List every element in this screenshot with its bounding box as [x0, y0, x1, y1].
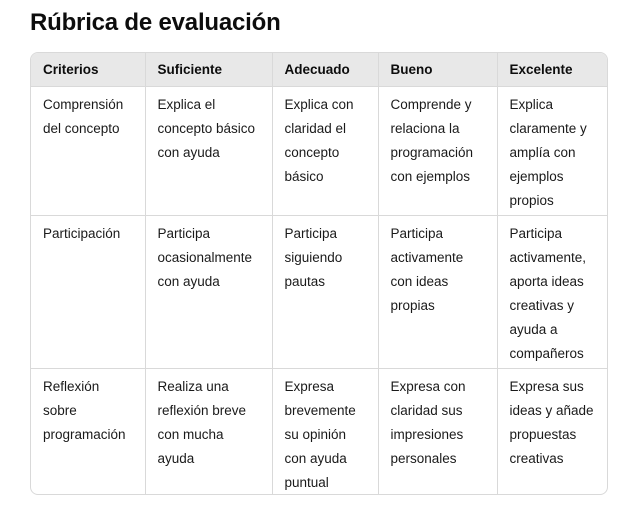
table-cell-criterion: Participación	[31, 216, 145, 369]
column-header-adecuado: Adecuado	[272, 53, 378, 87]
column-header-suficiente: Suficiente	[145, 53, 272, 87]
table-cell: Expresa sus ideas y añade propuestas creativas	[509, 379, 594, 466]
table-cell: Participa siguiendo pautas	[272, 216, 378, 369]
table-cell-criterion: Reflexión sobre programación	[31, 369, 145, 496]
table-cell-criterion: Comprensión del concepto	[31, 87, 145, 216]
table-row	[31, 216, 608, 369]
table-cell: Explica con claridad el concepto básico	[272, 87, 378, 216]
rubric-table	[30, 52, 608, 495]
table-cell: Participa ocasionalmente con ayuda	[145, 216, 272, 369]
table-cell: Realiza una reflexión breve con mucha ayuda	[145, 369, 272, 496]
table-cell: Expresa brevemente su opinión con ayuda puntual	[272, 369, 378, 496]
page-title: Rúbrica de evaluación	[30, 9, 281, 36]
table-cell: Explica el concepto básico con ayuda	[145, 87, 272, 216]
table-cell: Explica claramente y amplía con ejemplos propios	[497, 87, 608, 216]
table-row	[31, 369, 608, 496]
table-cell: Expresa con claridad sus impresiones personales	[378, 369, 497, 496]
table-row	[31, 87, 608, 216]
column-header-excelente: Excelente	[497, 53, 608, 87]
table-cell: Participa activamente, aporta ideas creativas y ayuda a compañeros	[497, 216, 608, 369]
table-header-row	[31, 53, 608, 87]
column-header-bueno: Bueno	[378, 53, 497, 87]
table-cell: Participa activamente con ideas propias	[378, 216, 497, 369]
table-cell: Comprende y relaciona la programación con ejemplos	[378, 87, 497, 216]
column-header-criterios: Criterios	[31, 53, 145, 87]
